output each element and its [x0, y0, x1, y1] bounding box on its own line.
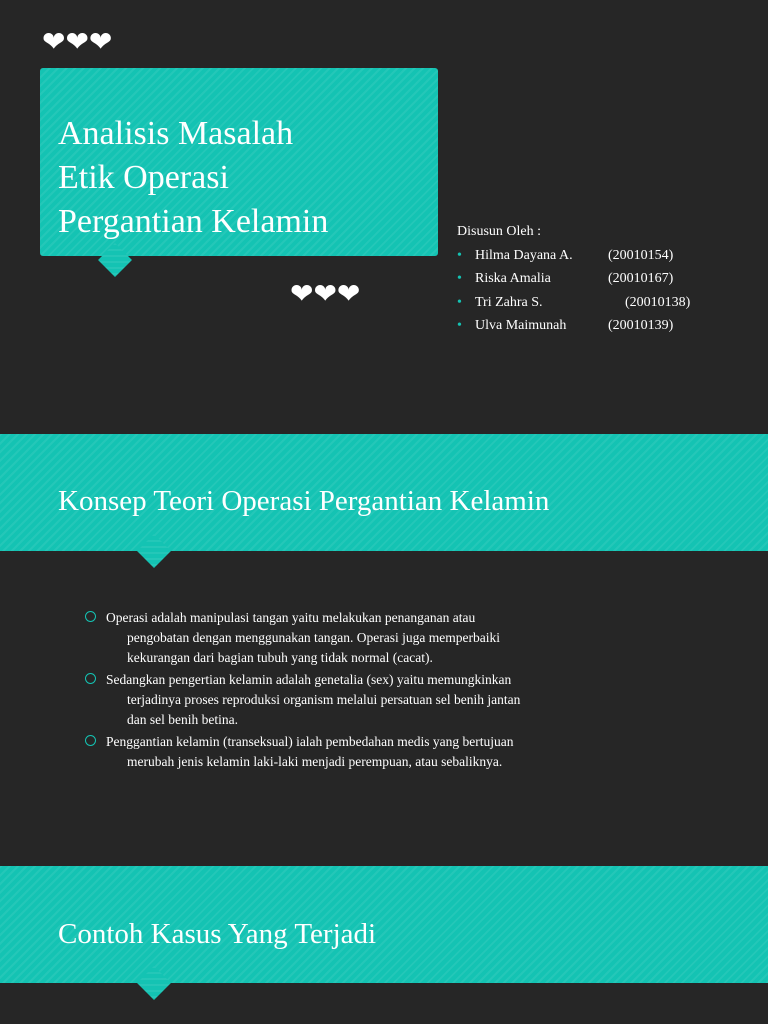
hearts-decoration-middle: ❤❤❤	[290, 277, 361, 310]
circle-bullet-icon	[85, 673, 96, 684]
bullet-item	[84, 608, 644, 668]
bullet-text-continued: kekurangan dari bagian tubuh yang tidak normal (cacat).	[127, 650, 433, 665]
bullet-item	[84, 732, 644, 772]
author-id: (20010138)	[625, 294, 691, 310]
author-item	[457, 244, 690, 268]
author-id: (20010154)	[608, 247, 674, 263]
bullet-text-continued: merubah jenis kelamin laki-laki menjadi perempuan, atau sebaliknya.	[127, 754, 503, 769]
bullet-dot-icon: •	[457, 271, 462, 286]
section-title: Konsep Teori Operasi Pergantian Kelamin	[58, 485, 550, 517]
title-box	[40, 68, 438, 256]
section-header-band	[0, 434, 768, 551]
hearts-decoration-top: ❤❤❤	[42, 25, 113, 58]
author-item	[457, 291, 690, 315]
authors-block	[457, 220, 690, 338]
bullet-text: Penggantian kelamin (transeksual) ialah pembedahan medis yang bertujuan	[106, 734, 514, 749]
author-id: (20010167)	[608, 271, 674, 286]
section-title: Contoh Kasus Yang Terjadi	[58, 918, 377, 950]
circle-bullet-icon	[85, 611, 96, 622]
author-name: Tri Zahra S.	[475, 294, 543, 310]
author-item	[457, 267, 690, 291]
section-header-band	[0, 866, 768, 983]
bullet-dot-icon: •	[457, 318, 462, 333]
author-id: (20010139)	[608, 318, 674, 333]
bullet-dot-icon: •	[457, 294, 462, 310]
author-item	[457, 314, 690, 338]
bullet-dot-icon: •	[457, 247, 462, 263]
authors-list	[457, 244, 690, 338]
bullet-list	[84, 608, 644, 774]
circle-bullet-icon	[85, 735, 96, 746]
author-name: Riska Amalia	[475, 271, 551, 286]
bullet-text: Sedangkan pengertian kelamin adalah genetalia (sex) yaitu memungkinkan	[106, 672, 512, 687]
bullet-item	[84, 670, 644, 730]
authors-heading: Disusun Oleh :	[457, 224, 541, 239]
bullet-text-continued: terjadinya proses reproduksi organism melalui persatuan sel benih jantan	[127, 692, 521, 707]
bullet-text: Operasi adalah manipulasi tangan yaitu melakukan penanganan atau	[106, 610, 476, 625]
bullet-text-continued: pengobatan dengan menggunakan tangan. Operasi juga memperbaiki	[127, 630, 500, 645]
author-name: Ulva Maimunah	[475, 318, 567, 333]
slide-title: Analisis Masalah Etik Operasi Pergantian Kelamin	[58, 115, 329, 240]
author-name: Hilma Dayana A.	[475, 247, 573, 263]
bullet-text-continued: dan sel benih betina.	[127, 712, 238, 727]
